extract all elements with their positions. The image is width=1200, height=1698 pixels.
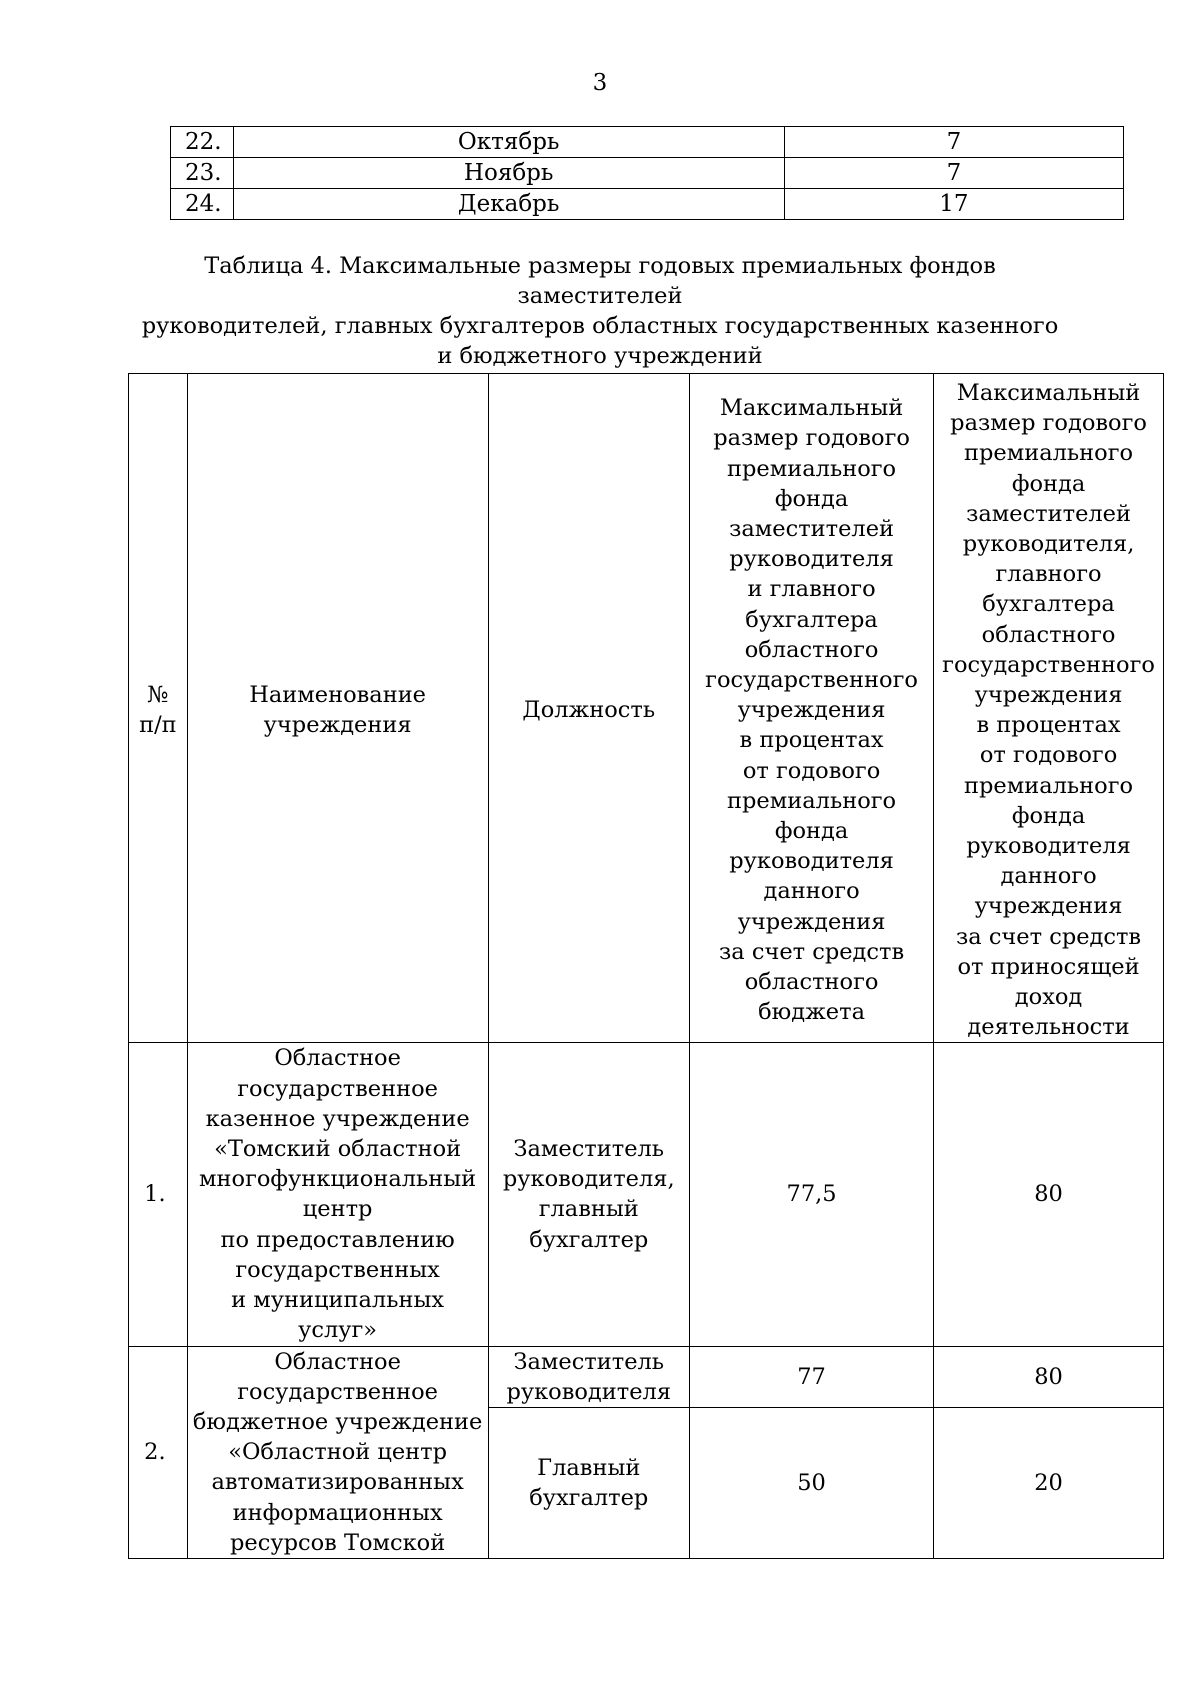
table-row <box>171 158 1124 189</box>
position: Заместитель руководителя <box>488 1346 690 1407</box>
institution-name: Областное государственное бюджетное учреждение «Областной центр автоматизированных информационных ресурсов Томской <box>187 1346 488 1558</box>
table-header-row <box>129 374 1164 1043</box>
position: Заместитель руководителя, главный бухгалтер <box>488 1043 690 1346</box>
month-name: Ноябрь <box>233 158 784 189</box>
month-value: 17 <box>784 189 1123 220</box>
institution-name: Областное государственное казенное учреждение «Томский областной многофункциональный центр по предоставлению государственных и муниципальных услуг» <box>187 1043 488 1346</box>
budget-percent: 77 <box>690 1346 934 1407</box>
income-percent: 80 <box>934 1346 1164 1407</box>
month-value: 7 <box>784 158 1123 189</box>
month-value: 7 <box>784 127 1123 158</box>
budget-percent: 50 <box>690 1407 934 1558</box>
row-number: 23. <box>171 158 234 189</box>
header-num: № п/п <box>129 374 188 1043</box>
premium-funds-table <box>128 373 1164 1559</box>
income-percent: 80 <box>934 1043 1164 1346</box>
table-row <box>129 1043 1164 1346</box>
row-number: 24. <box>171 189 234 220</box>
month-name: Октябрь <box>233 127 784 158</box>
table-row <box>171 189 1124 220</box>
header-budget-percent: Максимальный размер годового премиального фонда заместителей руководителя и главного бухгалтера областного государственного учреждения в процентах от годового премиального фонда руководителя данного учреждения за счет средств областного бюджета <box>690 374 934 1043</box>
header-position: Должность <box>488 374 690 1043</box>
month-name: Декабрь <box>233 189 784 220</box>
table-caption: Таблица 4. Максимальные размеры годовых премиальных фондов заместителей руководителей, главных бухгалтеров областных государственных казенного и бюджетного учреждений <box>141 253 1059 369</box>
months-table <box>170 126 1124 220</box>
header-income-percent: Максимальный размер годового премиального фонда заместителей руководителя, главного бухгалтера областного государственного учреждения в процентах от годового премиального фонда руководителя данного учреждения за счет средств от приносящей доход деятельности <box>934 374 1164 1043</box>
row-number: 22. <box>171 127 234 158</box>
row-number: 1. <box>129 1043 188 1346</box>
position: Главный бухгалтер <box>488 1407 690 1558</box>
page-number: 3 <box>592 70 608 96</box>
table-row <box>171 127 1124 158</box>
row-number: 2. <box>129 1346 188 1558</box>
table-row <box>129 1346 1164 1407</box>
header-institution-name: Наименование учреждения <box>187 374 488 1043</box>
budget-percent: 77,5 <box>690 1043 934 1346</box>
income-percent: 20 <box>934 1407 1164 1558</box>
